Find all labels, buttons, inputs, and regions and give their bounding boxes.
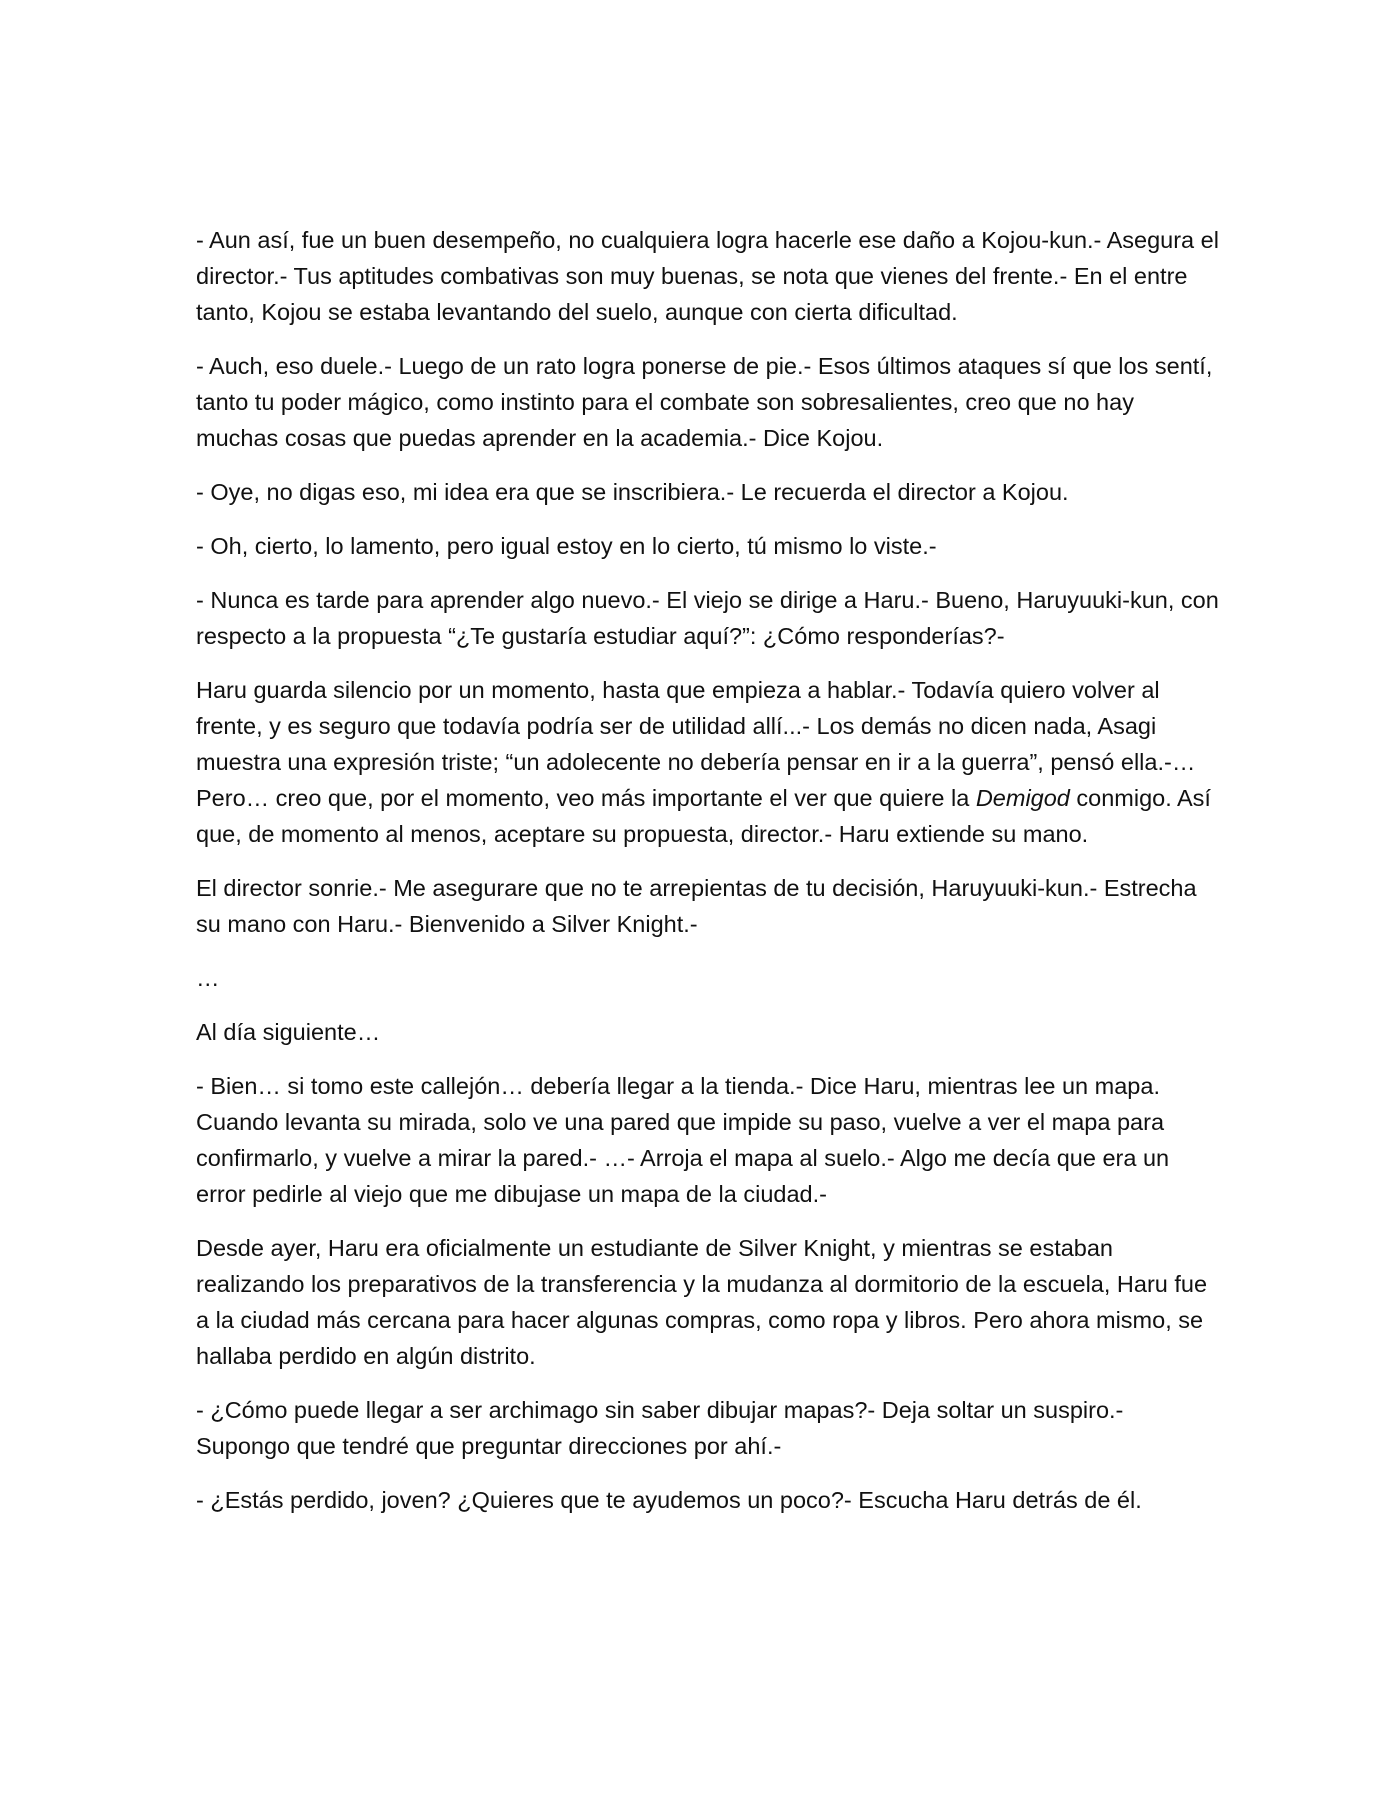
emphasized-word: Demigod xyxy=(975,785,1070,811)
paragraph: El director sonrie.- Me asegurare que no te arrepientas de tu decisión, Haruyuuki-kun.- Estrecha su mano con Haru.- Bienvenido a Silver Knight.- xyxy=(196,875,1197,937)
paragraph: - Oye, no digas eso, mi idea era que se inscribiera.- Le recuerda el director a Kojou. xyxy=(196,479,1069,505)
paragraph: - Nunca es tarde para aprender algo nuevo.- El viejo se dirige a Haru.- Bueno, Haruyuuki-kun, con respecto a la propuesta “¿Te gustaría estudiar aquí?”: ¿Cómo responderías?- xyxy=(196,587,1219,649)
paragraph: - Auch, eso duele.- Luego de un rato logra ponerse de pie.- Esos últimos ataques sí que los sentí, tanto tu poder mágico, como instinto para el combate son sobresalientes, creo que no hay muchas cosas que puedas aprender en la academia.- Dice Kojou. xyxy=(196,353,1213,451)
document-body xyxy=(196,222,1220,1536)
paragraph: - Aun así, fue un buen desempeño, no cualquiera logra hacerle ese daño a Kojou-kun.- Asegura el director.- Tus aptitudes combativas son muy buenas, se nota que vienes del frente.- En el entre tanto, Kojou se estaba levantando del suelo, aunque con cierta dificultad. xyxy=(196,227,1219,325)
paragraph xyxy=(196,672,1220,852)
paragraph: - Oh, cierto, lo lamento, pero igual estoy en lo cierto, tú mismo lo viste.- xyxy=(196,533,937,559)
paragraph-text: Haru guarda silencio por un momento, hasta que empieza a hablar.- Todavía quiero volver al frente, y es seguro que todavía podría ser de utilidad allí...- Los demás no dicen nada, Asagi muestra una expresión triste; “un adolecente no debería pensar en ir a la guerra”, pensó ella.-… Pero… creo que, por el momento, veo más importante el ver que quiere la xyxy=(196,677,1196,811)
paragraph-text: conmigo. Así que, de momento al menos, aceptare su propuesta, director.- Haru extiende su mano. xyxy=(196,785,1211,847)
paragraph: - ¿Cómo puede llegar a ser archimago sin saber dibujar mapas?- Deja soltar un suspiro.- Supongo que tendré que preguntar direcciones por ahí.- xyxy=(196,1397,1124,1459)
paragraph: - ¿Estás perdido, joven? ¿Quieres que te ayudemos un poco?- Escucha Haru detrás de él. xyxy=(196,1487,1142,1513)
paragraph: Al día siguiente… xyxy=(196,1019,381,1045)
scene-break: … xyxy=(196,965,220,991)
paragraph: Desde ayer, Haru era oficialmente un estudiante de Silver Knight, y mientras se estaban realizando los preparativos de la transferencia y la mudanza al dormitorio de la escuela, Haru fue a la ciudad más cercana para hacer algunas compras, como ropa y libros. Pero ahora mismo, se hallaba perdido en algún distrito. xyxy=(196,1235,1208,1369)
paragraph: - Bien… si tomo este callejón… debería llegar a la tienda.- Dice Haru, mientras lee un mapa. Cuando levanta su mirada, solo ve una pared que impide su paso, vuelve a ver el mapa para confirmarlo, y vuelve a mirar la pared.- …- Arroja el mapa al suelo.- Algo me decía que era un error pedirle al viejo que me dibujase un mapa de la ciudad.- xyxy=(196,1073,1170,1207)
